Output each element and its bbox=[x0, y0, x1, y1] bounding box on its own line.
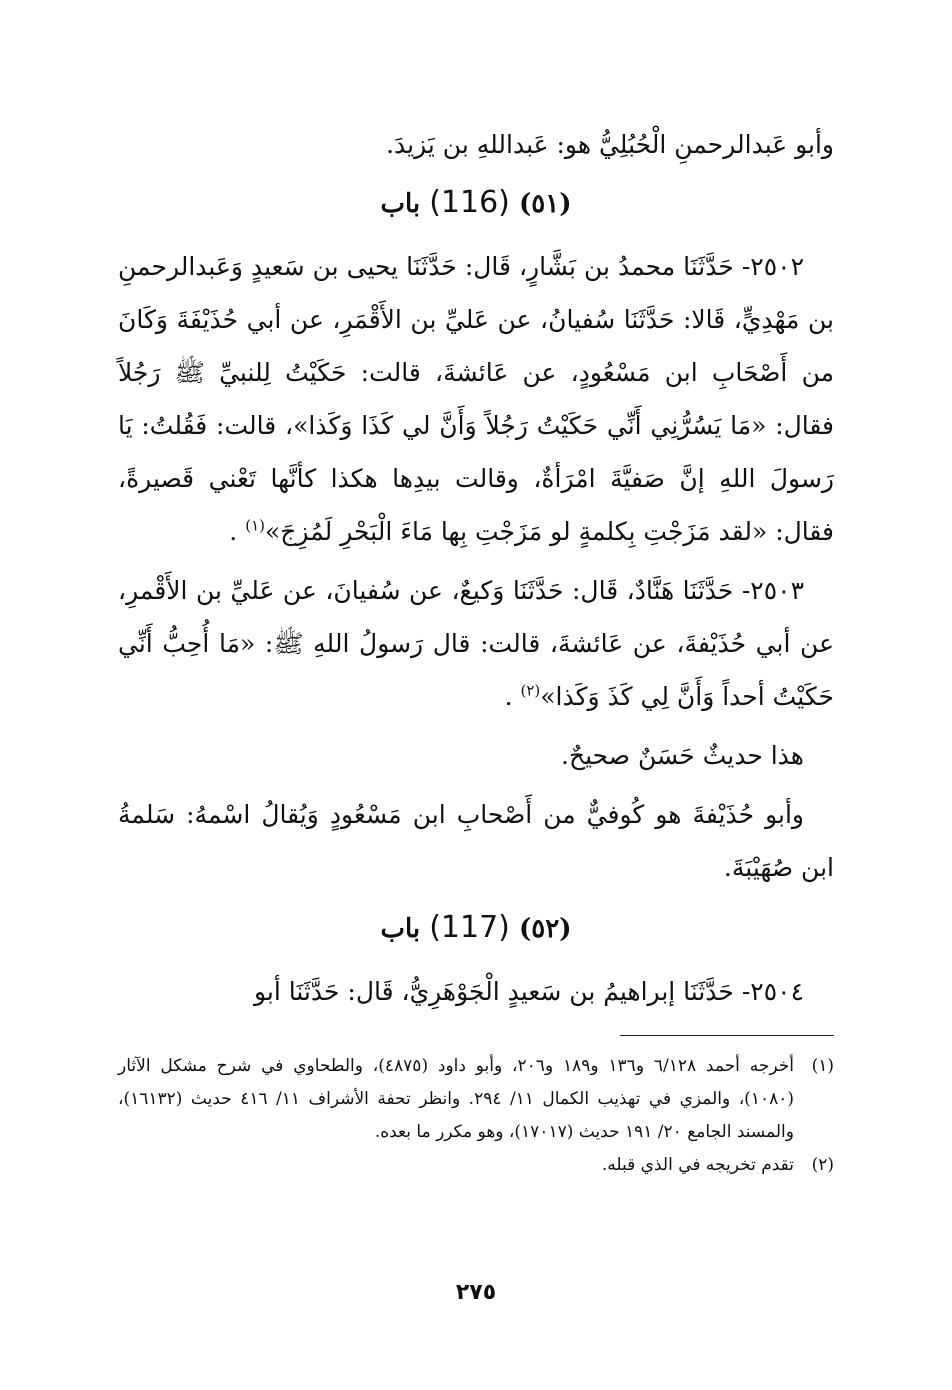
hadith-2504-start: ٢٥٠٤- حَدَّثَنَا إبراهيمُ بن سَعيدٍ الْجَوْهَرِيُّ، قَال: حَدَّثَنَا أبو bbox=[253, 977, 804, 1006]
hadith-2503-end: . bbox=[504, 682, 521, 711]
hadith-2502-end: . bbox=[229, 517, 246, 546]
heading-paren-number: (117) bbox=[429, 910, 510, 945]
footnote-1 bbox=[118, 1050, 834, 1149]
grading-line: هذا حديثٌ حَسَنٌ صحيحٌ. bbox=[561, 741, 804, 770]
chapter-heading-116 bbox=[118, 175, 834, 232]
hadith-2503 bbox=[118, 564, 834, 723]
footnote-text: تقدم تخريجه في الذي قبله. bbox=[601, 1155, 794, 1175]
intro-line: وأبو عَبدالرحمنِ الْحُبُلِيُّ هو: عَبداللهِ بن يَزيدَ. bbox=[386, 130, 834, 159]
heading-paren-arabic: (٥٢) bbox=[518, 914, 572, 944]
hadith-2503-text: ٢٥٠٣- حَدَّثَنَا هَنَّادٌ، قَال: حَدَّثَنَا وَكيعٌ، عن سُفيانَ، عن عَليِّ بن الأَقْمرِ، عن أبي حُذَيْفةَ، عن عَائشةَ، قالت: قال رَسولُ اللهِ ﷺ: «مَا أُحِبُّ أَنِّي حَكَيْتُ أحداً وَأَنَّ لِي كَذَ وَكَذا» bbox=[118, 576, 834, 711]
footnote-number: (١) bbox=[811, 1056, 834, 1076]
footnote-ref-2: (٢) bbox=[520, 681, 541, 700]
heading-word: باب bbox=[380, 914, 421, 944]
heading-paren-number: (116) bbox=[429, 185, 510, 220]
abu-hudhayfa-note: وأبو حُذَيْفةَ هو كُوفيٌّ من أَصْحابِ ابن مَسْعُودٍ وَيُقالُ اسْمهُ: سَلمةُ ابن صُهَيْبَةَ. bbox=[118, 800, 834, 882]
hadith-2502-text: ٢٥٠٢- حَدَّثَنَا محمدُ بن بَشَّارٍ، قَال: حَدَّثَنَا يحيى بن سَعيدٍ وَعَبدالرحمنِ بن مَهْدِيٍّ، قَالا: حَدَّثَنَا سُفيانُ، عن عَليِّ بن الأَقْمَرِ، عن أبي حُذَيْفَةَ وَكَانَ من أَصْحَابِ ابن مَسْعُودٍ، عن عَائشةَ، قالت: حَكَيْتُ لِلنبيِّ ﷺ رَجُلاً فقال: «مَا يَسُرُّنِي أَنِّي حَكَيْتُ رَجُلاً وَأَنَّ لي كَذَا وَكَذا»، قالت: فَقُلتُ: يَا رَسولَ اللهِ إنَّ صَفيَّةَ امْرَأةٌ، وقالت بيدِها هكذا كأنَّها تَعْني قَصيرةً، فقال: «لقد مَزَجْتِ بِكلمةٍ لو مَزَجْتِ بِها مَاءَ الْبَحْرِ لَمُزِجَ» bbox=[118, 252, 834, 546]
footnote-2 bbox=[118, 1149, 834, 1182]
footnote-ref-1: (١) bbox=[245, 516, 265, 535]
hadith-2502 bbox=[118, 240, 834, 558]
footnote-number: (٢) bbox=[811, 1155, 834, 1175]
footnote-divider bbox=[620, 1035, 834, 1036]
main-text bbox=[118, 118, 834, 1024]
heading-word: باب bbox=[380, 189, 421, 219]
footnotes bbox=[118, 1050, 834, 1182]
heading-paren-arabic: (٥١) bbox=[518, 189, 572, 219]
chapter-heading-117 bbox=[118, 900, 834, 957]
page-number: ٢٧٥ bbox=[455, 1280, 497, 1305]
footnote-text: أخرجه أحمد ٦/١٢٨ و١٣٦ و١٨٩ و٢٠٦، وأبو داود (٤٨٧٥)، والطحاوي في شرح مشكل الآثار (١٠٨٠)، والمزي في تهذيب الكمال ١١/ ٢٩٤. وانظر تحفة الأشراف ١١/ ٤١٦ حديث (١٦١٣٢)، والمسند الجامع ٢٠/ ١٩١ حديث (١٧٠١٧)، وهو مكرر ما بعده. bbox=[118, 1056, 794, 1142]
